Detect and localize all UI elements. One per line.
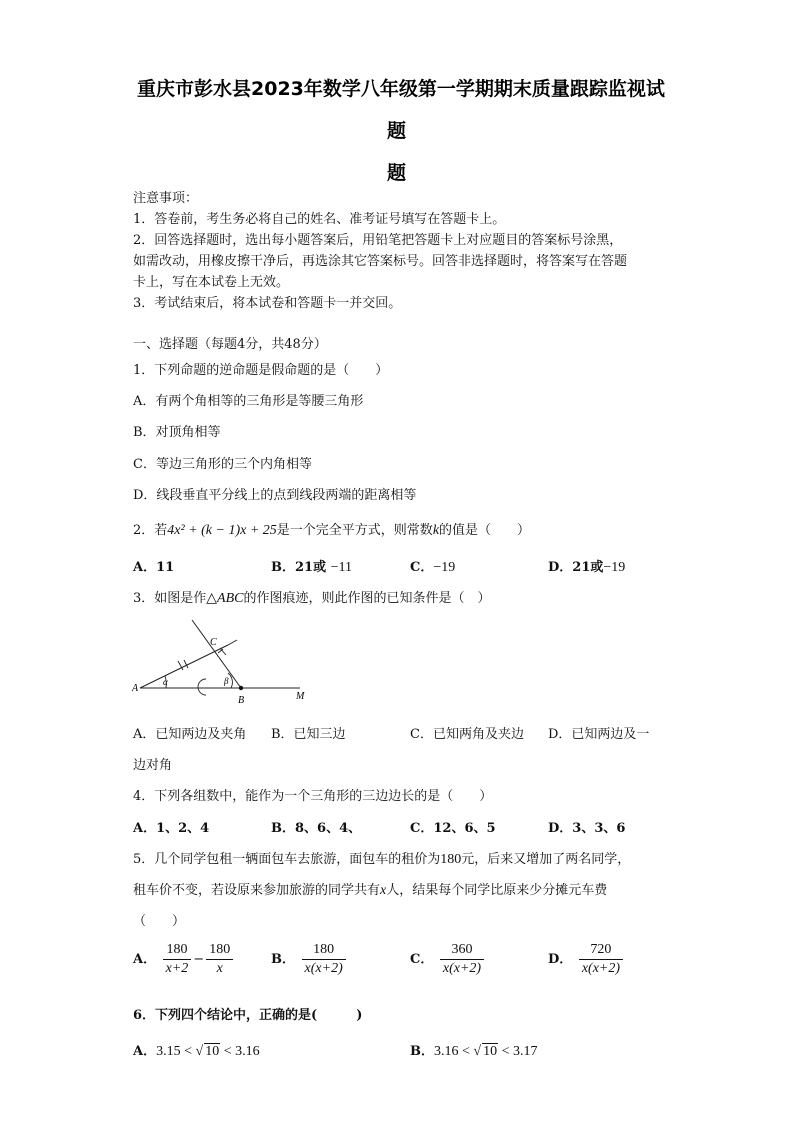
page-title-line2: 题: [387, 120, 407, 142]
q3-stem-pre: 3．如图是作: [133, 591, 207, 606]
q6-option-b: [410, 1040, 538, 1060]
q2-k: k: [432, 523, 440, 538]
q3-triangle: △ABC: [206, 591, 244, 606]
q4-option-c: C．12、6、5: [410, 821, 496, 836]
q5-option-a-frac2: $\frac{180}{x}$: [206, 942, 233, 977]
notes-item-2-line3: 卡上，写在本试卷上无效。: [133, 275, 290, 290]
q2-option-c-label: C．: [410, 560, 434, 575]
q5-option-a-label: A．: [133, 952, 157, 967]
q5-option-d: [548, 942, 625, 977]
q3-stem: [133, 587, 491, 607]
q5-option-b-label: B．: [271, 952, 295, 967]
q4-option-a: A．1、2、4: [133, 821, 210, 836]
q5-option-c-label: C．: [410, 952, 434, 967]
q1-option-a: A．有两个角相等的三角形是等腰三角形: [133, 394, 364, 409]
q2-option-b-value: −11: [330, 560, 353, 575]
q3-option-d-line2: 边对角: [133, 758, 173, 773]
q6-option-b-expr: 3.16 < √ 10 < 3.17: [434, 1044, 538, 1059]
q4-stem: 4．下列各组数中，能作为一个三角形的三边边长的是（ ）: [133, 789, 493, 804]
q2-mid: 是一个完全平方式，则常数: [276, 523, 433, 538]
notes-heading: 注意事项：: [133, 191, 199, 206]
section-heading: 一、选择题（每题4分，共48分）: [133, 337, 327, 352]
q5-option-a-frac1: $\frac{180}{x+2}$: [163, 942, 192, 977]
q3-label-a: A: [132, 683, 139, 694]
q6-option-b-label: B．: [410, 1044, 434, 1059]
q3-label-c: C: [210, 637, 217, 648]
q5-price: 180: [440, 852, 462, 867]
q5-x: x: [380, 883, 387, 898]
q5-option-b: [271, 942, 348, 977]
notes-item-1: 1．答卷前，考生务必将自己的姓名、准考证号填写在答题卡上。: [133, 212, 506, 227]
q1-option-b: B．对顶角相等: [133, 425, 221, 440]
notes-item-2-line2: 如需改动，用橡皮擦干净后，再选涂其它答案标号。回答非选择题时，将答案写在答题: [133, 254, 628, 269]
q2-expression: 4x² + (k − 1)x + 25: [167, 523, 277, 538]
notes-item-3: 3．考试结束后，将本试卷和答题卡一并交回。: [133, 296, 402, 311]
q6-option-a-label: A．: [133, 1044, 157, 1059]
q5-line1-post: 元，后来又增加了两名同学，: [461, 852, 631, 867]
q1-stem: 1．下列命题的逆命题是假命题的是（ ）: [133, 363, 389, 378]
q6-option-a: [133, 1040, 260, 1060]
q2-option-b: [271, 556, 352, 576]
q3-label-b: B: [238, 695, 245, 706]
q5-option-c: [410, 942, 486, 977]
q6-option-a-expr: 3.15 < √ 10 < 3.16: [156, 1044, 260, 1059]
q2-option-d-value: −19: [603, 560, 626, 575]
q2-option-c: [410, 556, 455, 576]
q5-line2-pre: 租车价不变，若设原来参加旅游的同学共有: [133, 883, 381, 898]
q4-option-d: D．3、3、6: [548, 821, 626, 836]
q5-line3: （ ）: [133, 914, 186, 929]
q2-stem: [133, 519, 530, 539]
q2-option-b-label: B．21或: [271, 560, 327, 575]
q5-option-a: [133, 942, 235, 977]
q3-stem-post: 的作图痕迹，则此作图的已知条件是（ ）: [243, 591, 491, 606]
q5-line1-pre: 5．几个同学包租一辆面包车去旅游，面包车的租价为: [133, 852, 441, 867]
q5-line1: [133, 848, 630, 868]
q6-stem: 6．下列四个结论中，正确的是( ): [133, 1008, 363, 1023]
q4-option-b: B．8、6、4、: [271, 821, 362, 836]
q5-option-a-op: −: [193, 952, 205, 967]
q2-number: 2．若: [133, 523, 168, 538]
q1-option-d: D．线段垂直平分线上的点到线段两端的距离相等: [133, 488, 417, 503]
q3-label-beta: β: [224, 676, 229, 686]
q2-tail: 的值是（ ）: [439, 523, 531, 538]
q5-line2-post: 人，结果每个同学比原来少分摊元车费: [386, 883, 608, 898]
q3-option-b: B．已知三边: [271, 727, 346, 742]
q2-option-d-label: D．21或: [548, 560, 604, 575]
page-title-line1: 重庆市彭水县2023年数学八年级第一学期期末质量跟踪监视试: [137, 78, 665, 100]
q5-option-d-label: D．: [548, 952, 573, 967]
q3-option-d-line1: D．已知两边及一: [548, 727, 650, 742]
q2-option-d: [548, 556, 625, 576]
page-title-line3: 题: [387, 162, 407, 184]
q2-option-a: A．11: [133, 560, 175, 575]
notes-item-2-line1: 2．回答选择题时，选出每小题答案后，用铅笔把答题卡上对应题目的答案标号涂黑，: [133, 233, 623, 248]
q5-option-c-frac: $\frac{360}{x(x+2)}$: [440, 942, 484, 977]
q5-line2: [133, 879, 607, 899]
q3-option-a: A．已知两边及夹角: [133, 727, 247, 742]
q1-option-c: C．等边三角形的三个内角相等: [133, 457, 312, 472]
q3-construction-figure: [130, 615, 320, 710]
q3-label-alpha: α: [163, 677, 168, 687]
q3-label-m: M: [296, 691, 305, 702]
q5-option-d-frac: $\frac{720}{x(x+2)}$: [579, 942, 623, 977]
q2-option-c-value: −19: [433, 560, 456, 575]
q5-option-b-frac: $\frac{180}{x(x+2)}$: [302, 942, 346, 977]
q3-option-c: C．已知两角及夹边: [410, 727, 524, 742]
